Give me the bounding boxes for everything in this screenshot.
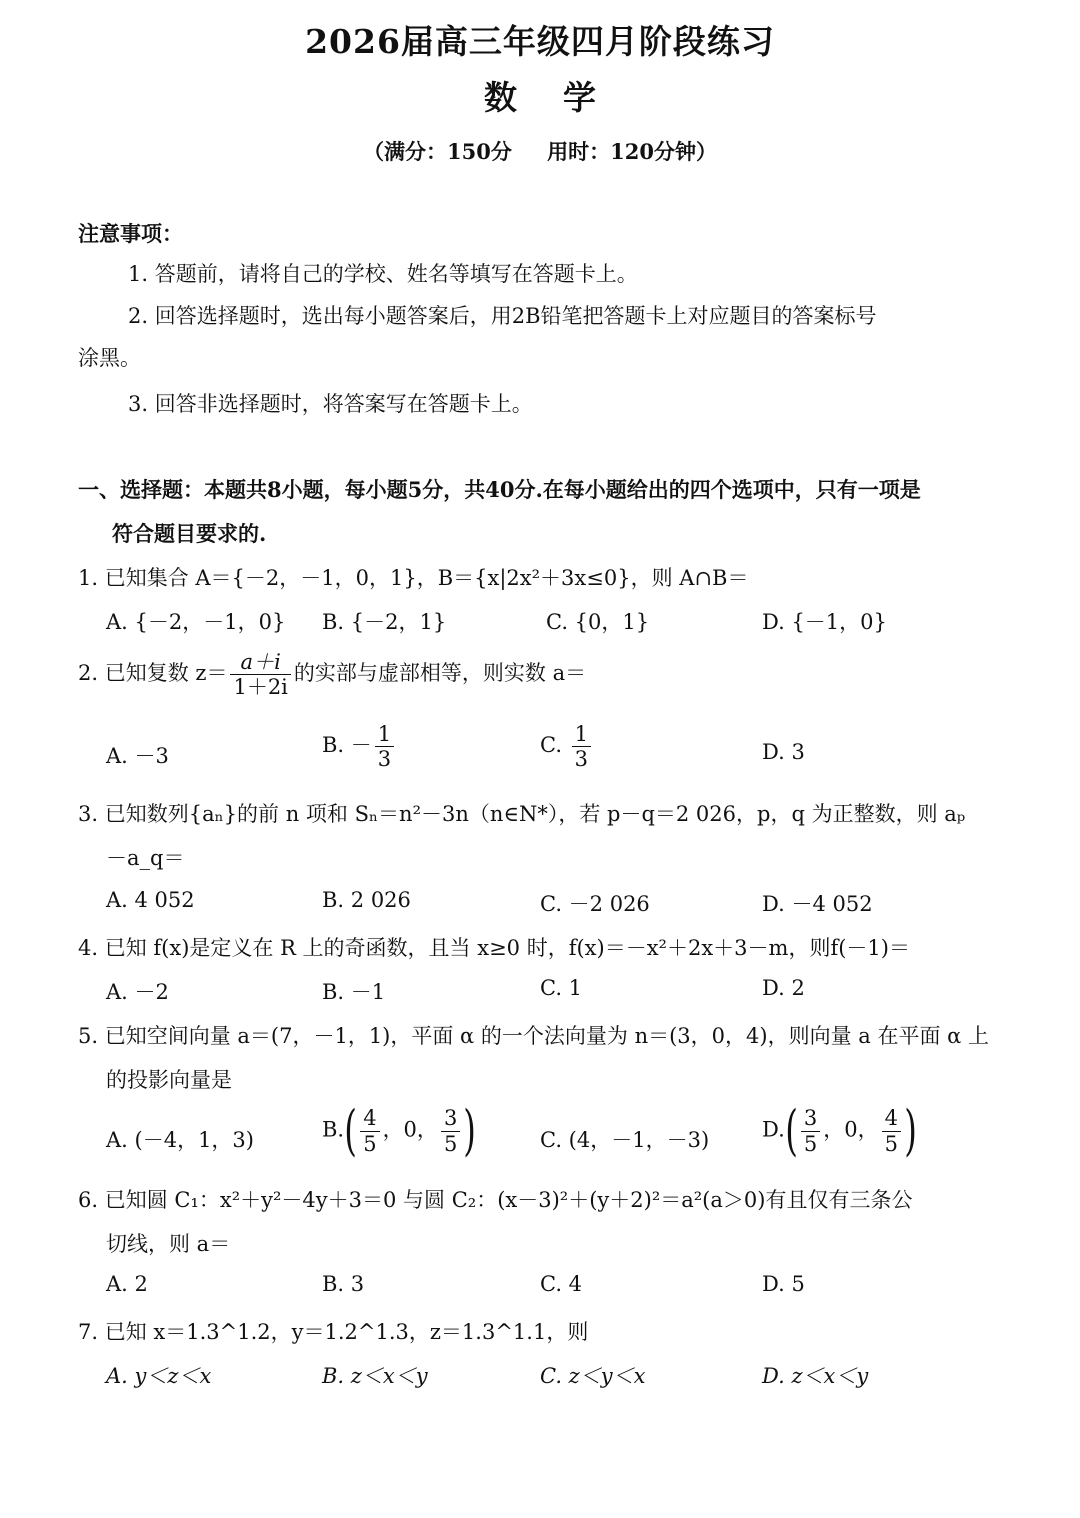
notice-item-2: 2. 回答选择题时，选出每小题答案后，用2B铅笔把答题卡上对应题目的答案标号: [128, 304, 877, 328]
full-score: （满分：150分: [363, 139, 512, 164]
subject-title: 数学: [484, 78, 642, 117]
option-b-middle: ，0，: [382, 1117, 438, 1142]
option-b-fraction-2: [441, 1106, 460, 1155]
question-2-stem: [78, 650, 586, 699]
section-heading: 一、选择题：本题共8小题，每小题5分，共40分.在每小题给出的四个选项中，只有一项是: [78, 477, 921, 502]
option-d-fraction-2: [882, 1106, 901, 1155]
fraction-denominator: 5: [443, 1131, 458, 1156]
notice-item-3: 3. 回答非选择题时，将答案写在答题卡上。: [128, 392, 533, 416]
notice-heading: 注意事项：: [78, 221, 183, 246]
question-1-option-d: D. {－1，0}: [762, 610, 887, 634]
question-1-stem: 1. 已知集合 A＝{－2，－1，0，1}，B＝{x|2x²＋3x≤0}，则 A∩B＝: [78, 566, 749, 590]
question-7-option-b: B. z＜x＜y: [322, 1364, 428, 1388]
left-paren: (: [344, 1099, 357, 1162]
option-c-prefix: C.: [540, 733, 569, 758]
question-4-stem: 4. 已知 f(x)是定义在 R 上的奇函数，且当 x≥0 时，f(x)＝－x²＋2x＋3－m，则f(－1)＝: [78, 936, 910, 960]
fraction-denominator: 5: [803, 1131, 818, 1156]
question-6-option-d: D. 5: [762, 1272, 805, 1296]
fraction-denominator: 1＋2i: [233, 675, 288, 700]
question-3-option-b: B. 2 026: [322, 888, 411, 912]
question-1-option-a: A. {－2，－1，0}: [106, 610, 286, 634]
question-3-option-d: D. －4 052: [762, 892, 873, 916]
question-2-stem-pre: 2. 已知复数 z＝: [78, 661, 228, 686]
question-7-option-d: D. z＜x＜y: [762, 1364, 869, 1388]
question-2-option-c: [540, 722, 594, 771]
question-5-option-d: [762, 1099, 917, 1162]
fraction-numerator: a＋i: [230, 650, 290, 675]
fraction-denominator: 5: [363, 1131, 377, 1156]
question-5-option-a: A. (－4，1，3): [106, 1128, 254, 1152]
right-paren: ): [904, 1099, 917, 1162]
fraction-numerator: 3: [801, 1106, 820, 1131]
question-2-fraction: [230, 650, 290, 699]
question-3-option-a: A. 4 052: [106, 888, 195, 912]
exam-info: [0, 136, 1080, 166]
question-3-stem: 3. 已知数列{aₙ}的前 n 项和 Sₙ＝n²－3n（n∈N*），若 p－q＝2 026，p，q 为正整数，则 aₚ: [78, 802, 966, 826]
question-5-stem-cont: 的投影向量是: [106, 1068, 232, 1092]
fraction-numerator: 3: [441, 1106, 460, 1131]
question-1-option-b: B. {－2，1}: [322, 610, 447, 634]
option-c-fraction: [572, 722, 591, 771]
notice-item-2-cont: 涂黑。: [78, 346, 141, 370]
option-b-fraction: [375, 722, 394, 771]
fraction-numerator: 4: [360, 1106, 379, 1131]
question-7-option-c: C. z＜y＜x: [540, 1364, 646, 1388]
left-paren: (: [784, 1099, 798, 1162]
fraction-numerator: 1: [375, 722, 394, 747]
fraction-denominator: 5: [884, 1131, 898, 1156]
fraction-numerator: 1: [572, 722, 591, 747]
question-2-option-d: D. 3: [762, 740, 805, 764]
option-d-prefix: D.: [762, 1117, 785, 1142]
option-b-fraction-1: [360, 1106, 379, 1155]
fraction-numerator: 4: [882, 1106, 901, 1131]
question-5-stem: 5. 已知空间向量 a＝(7，－1，1)，平面 α 的一个法向量为 n＝(3，0，4)，则向量 a 在平面 α 上: [78, 1024, 989, 1048]
question-6-option-a: A. 2: [106, 1272, 148, 1296]
question-2-option-b: [322, 722, 397, 771]
fraction-denominator: 3: [574, 747, 589, 772]
question-4-option-d: D. 2: [762, 976, 805, 1000]
question-7-stem: 7. 已知 x＝1.3^1.2，y＝1.2^1.3，z＝1.3^1.1，则: [78, 1320, 589, 1344]
question-4-option-a: A. －2: [106, 980, 169, 1004]
option-b-prefix: B. －: [322, 733, 372, 758]
question-6-option-c: C. 4: [540, 1272, 583, 1296]
option-d-middle: ，0，: [823, 1117, 879, 1142]
question-6-stem-cont: 切线，则 a＝: [106, 1232, 231, 1256]
exam-time: 用时：120分钟）: [547, 139, 717, 164]
question-3-option-c: C. －2 026: [540, 892, 650, 916]
question-7-option-a: A. y＜z＜x: [106, 1364, 212, 1388]
question-6-stem: 6. 已知圆 C₁：x²＋y²－4y＋3＝0 与圆 C₂：(x－3)²＋(y＋2)²＝a²(a＞0)有且仅有三条公: [78, 1188, 913, 1212]
question-4-option-b: B. －1: [322, 980, 386, 1004]
question-1-option-c: C. {0，1}: [546, 610, 650, 634]
right-paren: ): [463, 1099, 477, 1162]
question-5-option-b: [322, 1099, 477, 1162]
question-2-stem-post: 的实部与虚部相等，则实数 a＝: [293, 661, 587, 686]
notice-item-1: 1. 答题前，请将自己的学校、姓名等填写在答题卡上。: [128, 262, 638, 286]
fraction-denominator: 3: [377, 747, 392, 772]
question-3-stem-cont: －a_q＝: [106, 846, 185, 870]
question-2-option-a: A. －3: [106, 744, 169, 768]
option-d-fraction-1: [801, 1106, 820, 1155]
section-heading-cont: 符合题目要求的.: [112, 521, 267, 546]
option-b-prefix: B.: [322, 1117, 345, 1142]
question-6-option-b: B. 3: [322, 1272, 365, 1296]
question-5-option-c: C. (4，－1，－3): [540, 1128, 710, 1152]
exam-title: 2026届高三年级四月阶段练习: [305, 22, 775, 61]
question-4-option-c: C. 1: [540, 976, 583, 1000]
